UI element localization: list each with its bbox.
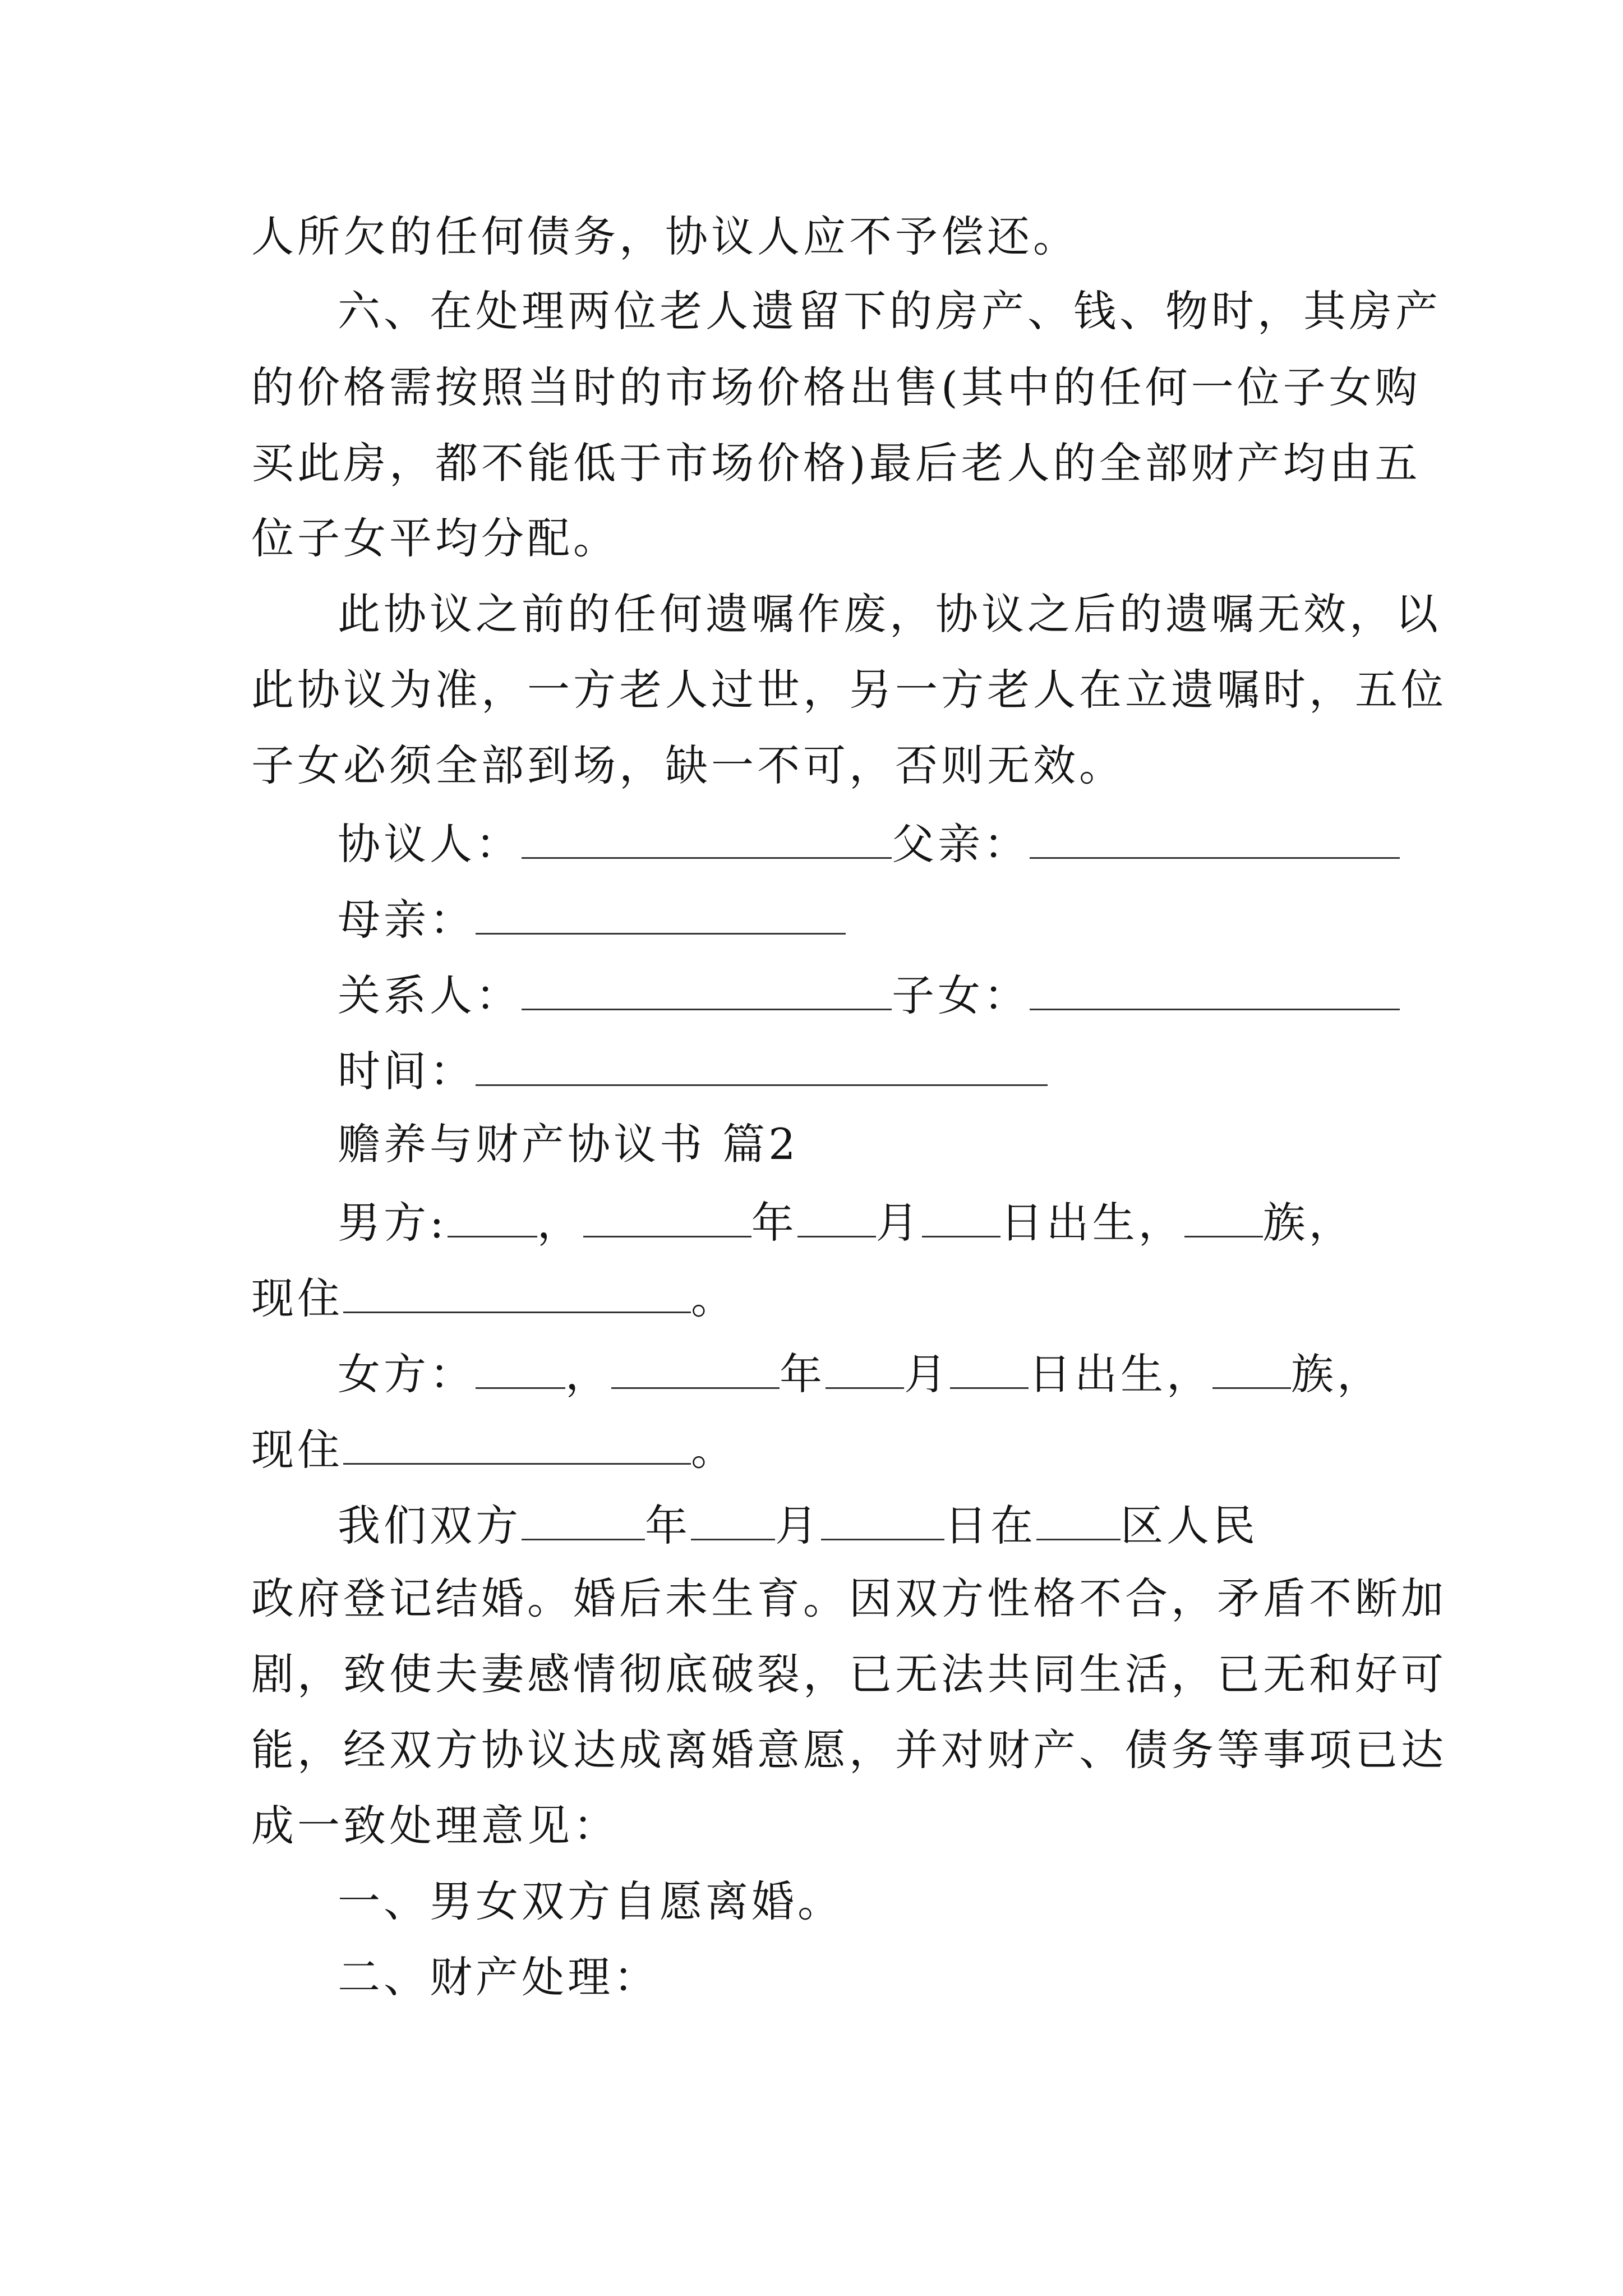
born-label: 日出生， bbox=[1029, 1349, 1212, 1399]
marriage-month-blank[interactable] bbox=[691, 1495, 775, 1540]
residence-label: 现住 bbox=[251, 1273, 343, 1323]
marriage-line bbox=[338, 1495, 1493, 1554]
father-blank[interactable] bbox=[1030, 813, 1400, 859]
comma: ， bbox=[565, 1349, 611, 1399]
male-ethnic-blank[interactable] bbox=[1184, 1192, 1263, 1237]
paragraph-line: 人所欠的任何债务，协议人应不予偿还。 bbox=[251, 211, 1079, 261]
district-label: 区人民 bbox=[1121, 1501, 1258, 1550]
marriage-intro: 我们双方 bbox=[338, 1501, 522, 1550]
father-label: 父亲： bbox=[892, 819, 1030, 869]
comma: ， bbox=[537, 1198, 583, 1248]
paragraph-line: 买此房，都不能低于市场价格)最后老人的全部财产均由五 bbox=[251, 438, 1421, 488]
female-label: 女方： bbox=[338, 1349, 476, 1399]
paragraph-line: 六、在处理两位老人遗留下的房产、钱、物时，其房产 bbox=[338, 286, 1441, 336]
month-label: 月 bbox=[775, 1501, 821, 1550]
children-label: 子女： bbox=[892, 970, 1030, 1020]
paragraph-line: 位子女平均分配。 bbox=[251, 513, 619, 563]
paragraph-line: 政府登记结婚。婚后未生育。因双方性格不合，矛盾不断加 bbox=[251, 1573, 1447, 1623]
time-label: 时间： bbox=[338, 1046, 476, 1096]
male-party-line bbox=[338, 1192, 1493, 1251]
related-party-label: 关系人： bbox=[338, 970, 522, 1020]
male-residence-blank[interactable] bbox=[343, 1268, 691, 1313]
marriage-year-blank[interactable] bbox=[522, 1495, 645, 1540]
period: 。 bbox=[691, 1425, 737, 1475]
paragraph-line: 能，经双方协议达成离婚意愿，并对财产、债务等事项已达 bbox=[251, 1725, 1447, 1775]
residence-label: 现住 bbox=[251, 1425, 343, 1475]
year-label: 年 bbox=[645, 1501, 691, 1550]
male-label: 男方: bbox=[338, 1198, 448, 1248]
agreement-party-blank[interactable] bbox=[522, 813, 892, 859]
female-residence-blank[interactable] bbox=[343, 1419, 691, 1465]
year-label: 年 bbox=[751, 1198, 797, 1248]
ethnic-label: 族， bbox=[1291, 1349, 1383, 1399]
male-month-blank[interactable] bbox=[797, 1192, 876, 1237]
female-ethnic-blank[interactable] bbox=[1212, 1343, 1291, 1389]
marriage-district-blank[interactable] bbox=[1036, 1495, 1121, 1540]
born-label: 日出生， bbox=[1000, 1198, 1184, 1248]
paragraph-line: 剧，致使夫妻感情彻底破裂，已无法共同生活，已无和好可 bbox=[251, 1649, 1447, 1699]
year-label: 年 bbox=[780, 1349, 826, 1399]
male-year-blank[interactable] bbox=[583, 1192, 751, 1237]
male-residence-line bbox=[251, 1268, 1407, 1327]
paragraph-line: 此协议之前的任何遗嘱作废，协议之后的遗嘱无效，以 bbox=[338, 589, 1441, 639]
period: 。 bbox=[691, 1273, 737, 1323]
female-day-blank[interactable] bbox=[950, 1343, 1029, 1389]
paragraph-line: 的价格需按照当时的市场价格出售(其中的任何一位子女购 bbox=[251, 362, 1421, 412]
clause-line: 二、财产处理： bbox=[338, 1952, 660, 2002]
paragraph-line: 子女必须全部到场，缺一不可，否则无效。 bbox=[251, 740, 1125, 790]
male-day-blank[interactable] bbox=[922, 1192, 1000, 1237]
female-residence-line bbox=[251, 1419, 1407, 1478]
day-at-label: 日在 bbox=[944, 1501, 1036, 1550]
female-name-blank[interactable] bbox=[476, 1343, 565, 1389]
female-month-blank[interactable] bbox=[826, 1343, 904, 1389]
month-label: 月 bbox=[904, 1349, 950, 1399]
signature-row-agreement bbox=[338, 813, 1493, 872]
clause-line: 一、男女双方自愿离婚。 bbox=[338, 1876, 843, 1926]
male-name-blank[interactable] bbox=[448, 1192, 537, 1237]
mother-blank[interactable] bbox=[476, 889, 846, 935]
signature-row-mother bbox=[338, 889, 1493, 948]
signature-row-time bbox=[338, 1041, 1493, 1099]
signature-row-related bbox=[338, 965, 1493, 1024]
ethnic-label: 族， bbox=[1262, 1198, 1355, 1248]
month-label: 月 bbox=[875, 1198, 922, 1248]
children-blank[interactable] bbox=[1030, 965, 1400, 1010]
marriage-day-blank[interactable] bbox=[821, 1495, 944, 1540]
time-blank[interactable] bbox=[476, 1041, 1048, 1086]
paragraph-line: 成一致处理意见： bbox=[251, 1801, 619, 1851]
female-party-line bbox=[338, 1343, 1493, 1402]
paragraph-line: 此协议为准，一方老人过世，另一方老人在立遗嘱时，五位 bbox=[251, 665, 1447, 715]
section-heading: 赡养与财产协议书 篇2 bbox=[338, 1119, 799, 1169]
female-year-blank[interactable] bbox=[611, 1343, 780, 1389]
agreement-party-label: 协议人： bbox=[338, 819, 522, 869]
mother-label: 母亲： bbox=[338, 895, 476, 945]
related-party-blank[interactable] bbox=[522, 965, 892, 1010]
